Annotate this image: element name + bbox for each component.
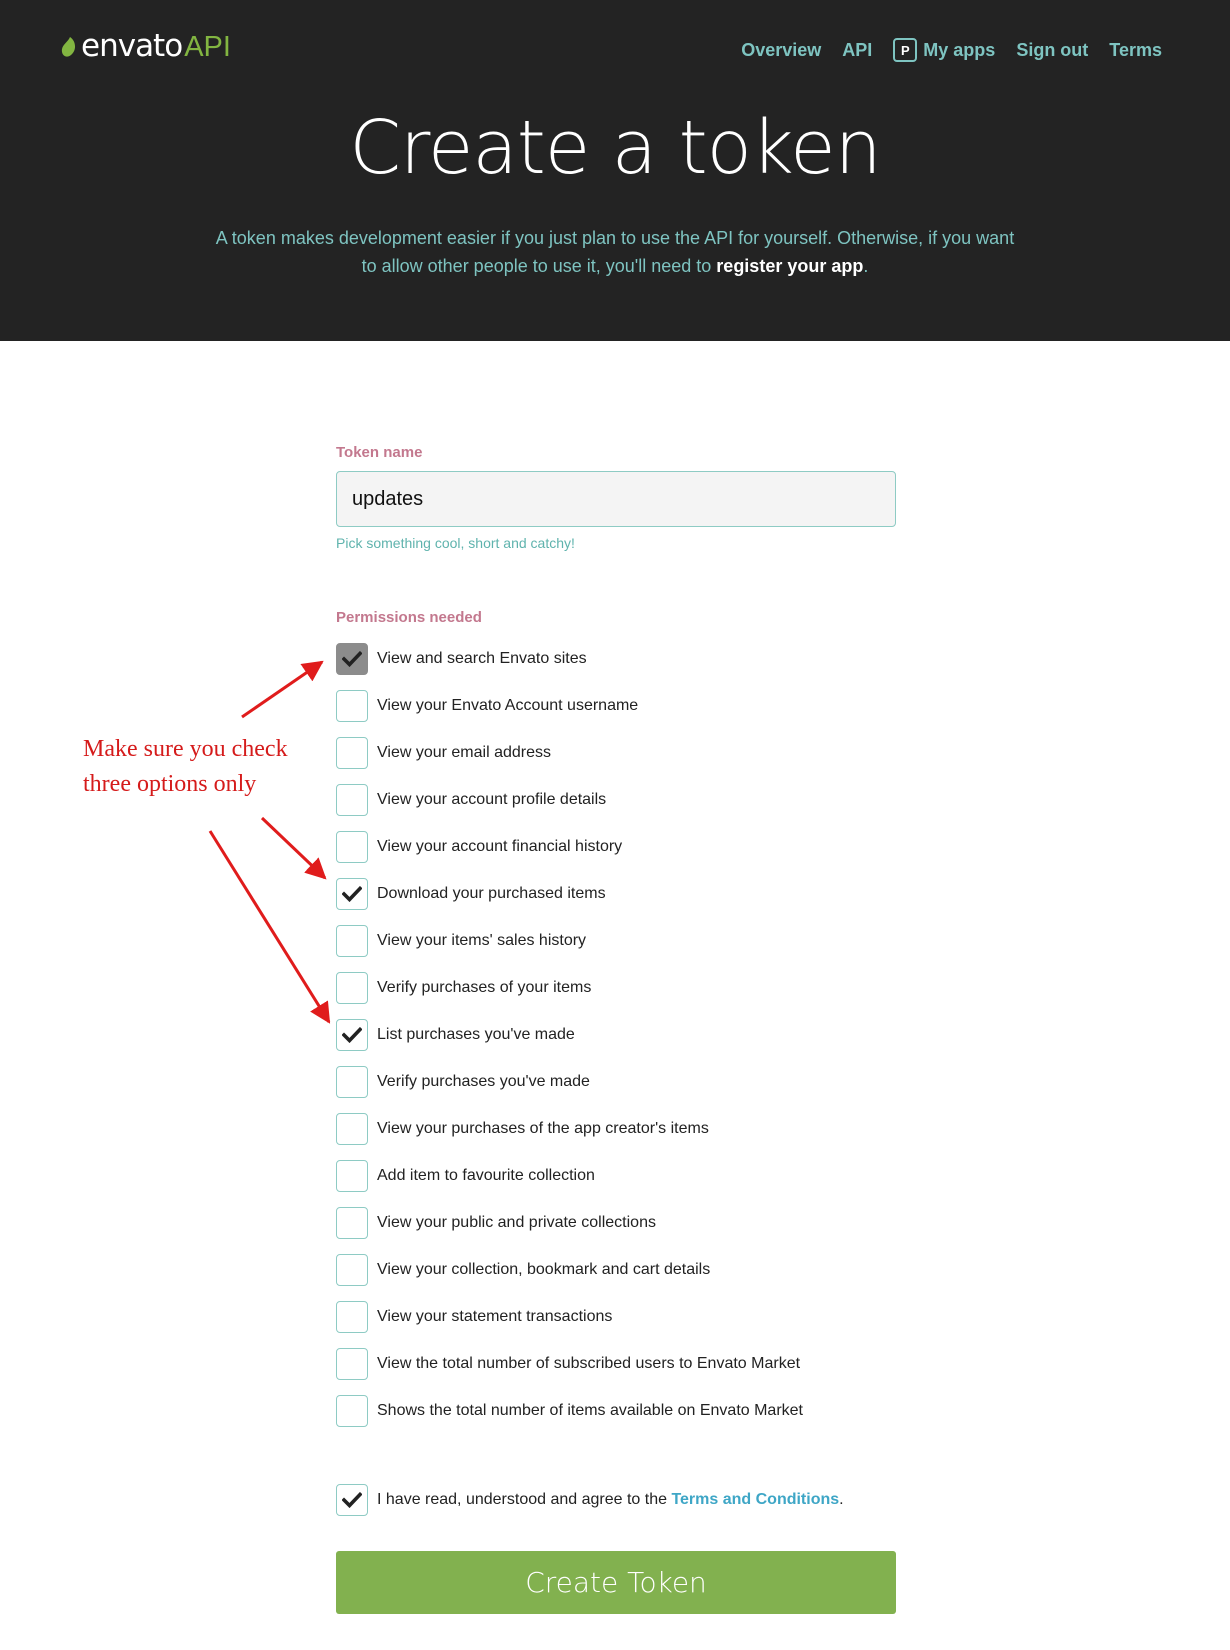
permission-label: View your email address	[377, 743, 552, 761]
permission-checkbox[interactable]	[336, 1348, 368, 1380]
description-text: A token makes development easier if you just plan to use the API for yourself. Otherwise, if you want to allow other people to use it, you'll need to	[215, 228, 1015, 276]
logo-wordmark: envato	[81, 28, 183, 64]
nav-api-link[interactable]: API	[842, 39, 873, 60]
permission-item[interactable]	[336, 917, 803, 964]
permission-item[interactable]	[336, 1340, 803, 1387]
agree-end: .	[839, 1491, 844, 1508]
permission-label: Add item to favourite collection	[377, 1166, 595, 1184]
annotation-note	[83, 732, 288, 802]
permission-item[interactable]	[336, 729, 803, 776]
permission-checkbox[interactable]	[336, 784, 368, 816]
permission-checkbox[interactable]	[336, 1019, 368, 1051]
nav-my-apps-label: My apps	[923, 39, 996, 60]
permission-checkbox[interactable]	[336, 1066, 368, 1098]
arrow-to-list-purchases-option	[210, 831, 329, 1022]
agree-text: I have read, understood and agree to the	[377, 1491, 672, 1508]
top-nav	[720, 38, 1162, 62]
permission-item[interactable]	[336, 1387, 803, 1434]
envato-api-logo[interactable]	[60, 28, 231, 64]
permission-label: View and search Envato sites	[377, 649, 587, 667]
arrow-to-download-option	[262, 818, 325, 878]
permission-checkbox[interactable]	[336, 1207, 368, 1239]
permission-checkbox[interactable]	[336, 925, 368, 957]
nav-overview-link[interactable]: Overview	[741, 39, 822, 60]
permission-item[interactable]	[336, 823, 803, 870]
page-title: Create a token	[349, 105, 881, 191]
permissions-list	[336, 635, 803, 1434]
permissions-label: Permissions needed	[336, 609, 482, 626]
nav-sign-out-link[interactable]: Sign out	[1016, 39, 1089, 60]
checkmark-icon	[342, 1027, 362, 1043]
permission-checkbox[interactable]	[336, 831, 368, 863]
permission-item[interactable]	[336, 635, 803, 682]
permission-item[interactable]	[336, 1246, 803, 1293]
permission-item[interactable]	[336, 964, 803, 1011]
nav-my-apps-link[interactable]	[893, 38, 995, 62]
permission-item[interactable]	[336, 682, 803, 729]
permission-label: Shows the total number of items available on Envato Market	[377, 1401, 803, 1419]
permission-label: View your account financial history	[377, 837, 623, 855]
nav-terms-link[interactable]: Terms	[1109, 39, 1162, 60]
permission-label: View your Envato Account username	[377, 696, 639, 714]
permission-checkbox[interactable]	[336, 1254, 368, 1286]
permission-item[interactable]	[336, 870, 803, 917]
checkmark-icon	[342, 886, 362, 902]
token-name-hint: Pick something cool, short and catchy!	[336, 535, 575, 551]
token-name-input[interactable]	[336, 471, 896, 527]
create-token-button[interactable]: Create Token	[336, 1551, 896, 1614]
permission-checkbox[interactable]	[336, 1160, 368, 1192]
checkmark-icon	[342, 651, 362, 667]
token-name-label: Token name	[336, 444, 423, 461]
permission-label: View your public and private collections	[377, 1213, 656, 1231]
permission-label: View your items' sales history	[377, 931, 587, 949]
page-header	[0, 0, 1230, 341]
agree-terms-label	[377, 1491, 844, 1509]
arrow-to-first-option	[242, 662, 322, 717]
permission-label: View your account profile details	[377, 790, 607, 808]
permission-label: Download your purchased items	[377, 884, 606, 902]
personal-badge-icon: P	[893, 38, 917, 62]
terms-agreement	[336, 1484, 844, 1516]
permission-label: Verify purchases of your items	[377, 978, 592, 996]
permission-checkbox[interactable]	[336, 737, 368, 769]
permission-label: View your purchases of the app creator's items	[377, 1119, 709, 1137]
permission-checkbox[interactable]	[336, 1113, 368, 1145]
permission-label: View the total number of subscribed users to Envato Market	[377, 1354, 801, 1372]
page-description	[215, 224, 1015, 280]
permission-label: View your statement transactions	[377, 1307, 613, 1325]
permission-checkbox[interactable]	[336, 1395, 368, 1427]
permission-checkbox[interactable]	[336, 972, 368, 1004]
permission-item[interactable]	[336, 776, 803, 823]
permission-label: Verify purchases you've made	[377, 1072, 590, 1090]
logo-api-label: API	[184, 31, 231, 63]
register-app-link[interactable]: register your app	[716, 256, 864, 276]
create-token-form	[336, 444, 896, 1599]
annotation-line-2: three options only	[83, 771, 257, 797]
terms-conditions-link[interactable]: Terms and Conditions	[671, 1491, 840, 1508]
permission-item[interactable]	[336, 1011, 803, 1058]
permission-item[interactable]	[336, 1199, 803, 1246]
permission-item[interactable]	[336, 1058, 803, 1105]
permission-checkbox[interactable]	[336, 878, 368, 910]
permission-label: List purchases you've made	[377, 1025, 575, 1043]
agree-terms-checkbox[interactable]	[336, 1484, 368, 1516]
permission-checkbox[interactable]	[336, 1301, 368, 1333]
checkmark-icon	[342, 1492, 362, 1508]
permission-item[interactable]	[336, 1293, 803, 1340]
description-end: .	[863, 256, 869, 276]
permission-item[interactable]	[336, 1105, 803, 1152]
permission-item[interactable]	[336, 1152, 803, 1199]
leaf-icon	[60, 36, 78, 58]
permission-label: View your collection, bookmark and cart details	[377, 1260, 711, 1278]
annotation-line-1: Make sure you check	[83, 736, 288, 762]
permission-checkbox[interactable]	[336, 690, 368, 722]
permission-checkbox	[336, 643, 368, 675]
